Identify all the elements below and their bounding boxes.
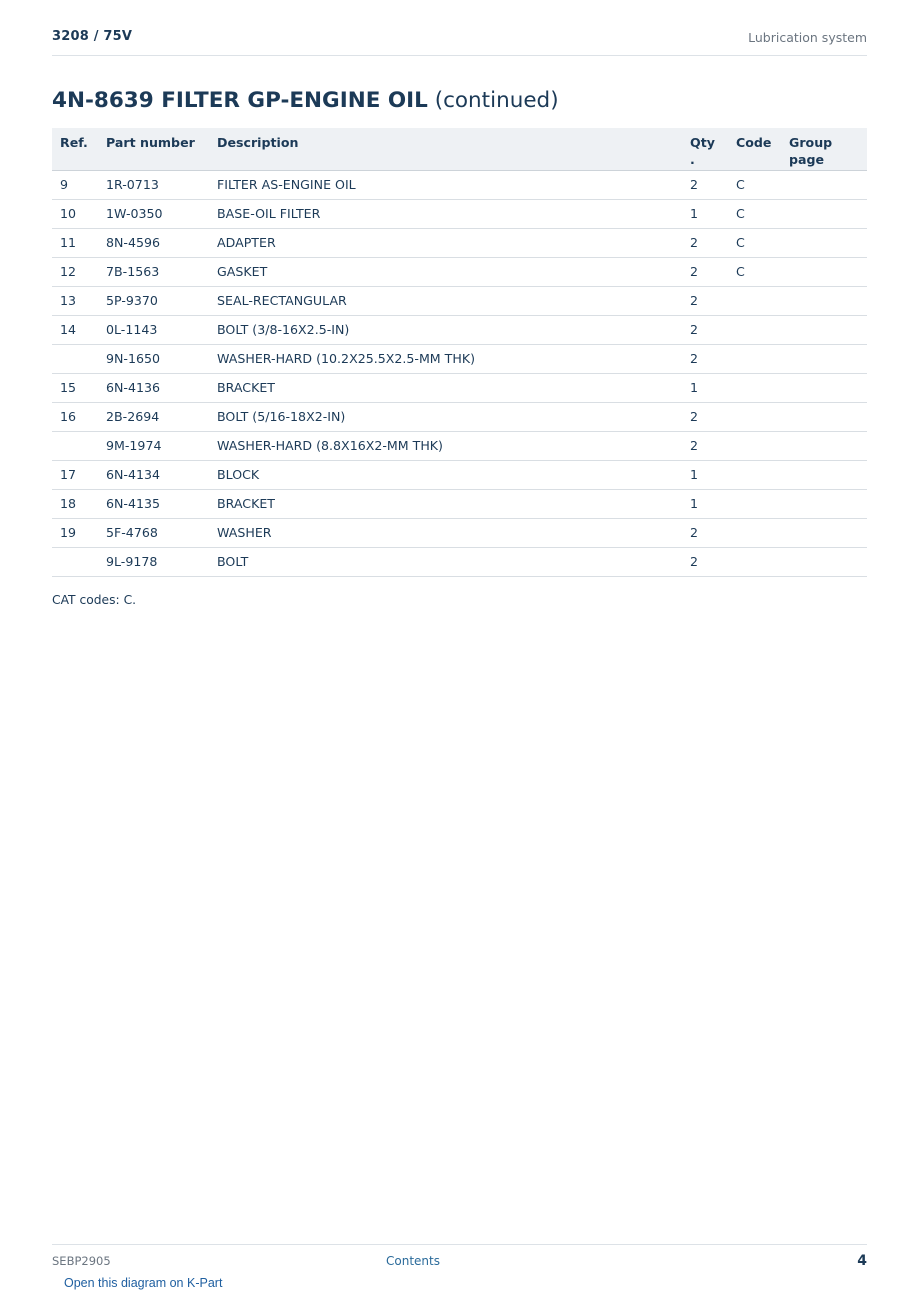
- row-code-cell: [728, 547, 781, 576]
- row-group-page-cell: [781, 228, 867, 257]
- row-description-cell: BLOCK: [209, 460, 682, 489]
- model-label: 3208 / 75V: [52, 29, 133, 44]
- row-description-cell: BRACKET: [209, 373, 682, 402]
- row-description-cell: SEAL-RECTANGULAR: [209, 286, 682, 315]
- row-part-number-cell: 6N-4134: [98, 460, 209, 489]
- row-ref-cell: 13: [52, 286, 98, 315]
- row-part-number-cell: 7B-1563: [98, 257, 209, 286]
- row-part-number-cell: 9N-1650: [98, 344, 209, 373]
- row-qty-cell: 2: [682, 170, 728, 199]
- table-row: [52, 547, 867, 576]
- row-ref-cell: 10: [52, 199, 98, 228]
- row-qty-cell: 1: [682, 199, 728, 228]
- row-qty-cell: 2: [682, 431, 728, 460]
- row-group-page-cell: [781, 170, 867, 199]
- table-header-row: [52, 128, 867, 170]
- table-row: [52, 402, 867, 431]
- row-description-cell: WASHER-HARD (8.8X16X2-MM THK): [209, 431, 682, 460]
- row-code-cell: C: [728, 257, 781, 286]
- row-description-cell: BOLT: [209, 547, 682, 576]
- row-code-cell: [728, 460, 781, 489]
- row-group-page-cell: [781, 431, 867, 460]
- row-part-number-cell: 2B-2694: [98, 402, 209, 431]
- table-row: [52, 315, 867, 344]
- table-row: [52, 170, 867, 199]
- row-group-page-cell: [781, 344, 867, 373]
- row-group-page-cell: [781, 286, 867, 315]
- row-group-page-cell: [781, 199, 867, 228]
- row-group-page-cell: [781, 547, 867, 576]
- table-row: [52, 199, 867, 228]
- row-part-number-cell: 1W-0350: [98, 199, 209, 228]
- contents-link[interactable]: Contents: [386, 1254, 440, 1268]
- row-ref-cell: 19: [52, 518, 98, 547]
- column-header-code: Code: [728, 128, 781, 170]
- table-row: [52, 489, 867, 518]
- parts-table: [52, 128, 867, 577]
- document-id: SEBP2905: [52, 1254, 111, 1268]
- row-description-cell: WASHER-HARD (10.2X25.5X2.5-MM THK): [209, 344, 682, 373]
- row-qty-cell: 2: [682, 228, 728, 257]
- qty-header-line1: Qty: [690, 135, 715, 150]
- row-qty-cell: 1: [682, 373, 728, 402]
- table-row: [52, 518, 867, 547]
- row-qty-cell: 2: [682, 257, 728, 286]
- row-ref-cell: 18: [52, 489, 98, 518]
- row-part-number-cell: 6N-4136: [98, 373, 209, 402]
- table-row: [52, 373, 867, 402]
- group-header-line1: Group: [789, 135, 833, 150]
- row-code-cell: [728, 286, 781, 315]
- column-header-ref: Ref.: [52, 128, 98, 170]
- row-qty-cell: 1: [682, 489, 728, 518]
- row-code-cell: [728, 518, 781, 547]
- row-part-number-cell: 5P-9370: [98, 286, 209, 315]
- table-row: [52, 257, 867, 286]
- column-header-group-page: [781, 128, 867, 170]
- row-qty-cell: 2: [682, 315, 728, 344]
- row-ref-cell: 16: [52, 402, 98, 431]
- row-group-page-cell: [781, 460, 867, 489]
- row-qty-cell: 2: [682, 547, 728, 576]
- group-header-line2: page: [789, 152, 825, 167]
- row-qty-cell: 1: [682, 460, 728, 489]
- row-code-cell: C: [728, 199, 781, 228]
- row-part-number-cell: 9L-9178: [98, 547, 209, 576]
- column-header-part-number: Part number: [98, 128, 209, 170]
- row-group-page-cell: [781, 315, 867, 344]
- row-description-cell: FILTER AS-ENGINE OIL: [209, 170, 682, 199]
- column-header-description: Description: [209, 128, 682, 170]
- row-group-page-cell: [781, 257, 867, 286]
- row-description-cell: ADAPTER: [209, 228, 682, 257]
- row-ref-cell: 17: [52, 460, 98, 489]
- row-group-page-cell: [781, 518, 867, 547]
- group-title: 4N-8639 FILTER GP-ENGINE OIL: [52, 88, 428, 113]
- row-ref-cell: 9: [52, 170, 98, 199]
- row-ref-cell: [52, 344, 98, 373]
- row-group-page-cell: [781, 402, 867, 431]
- row-code-cell: [728, 402, 781, 431]
- row-qty-cell: 2: [682, 286, 728, 315]
- cat-codes-note: CAT codes: C.: [52, 593, 137, 607]
- row-code-cell: [728, 373, 781, 402]
- row-qty-cell: 2: [682, 344, 728, 373]
- row-description-cell: BOLT (5/16-18X2-IN): [209, 402, 682, 431]
- row-ref-cell: 11: [52, 228, 98, 257]
- row-part-number-cell: 9M-1974: [98, 431, 209, 460]
- row-part-number-cell: 8N-4596: [98, 228, 209, 257]
- row-part-number-cell: 5F-4768: [98, 518, 209, 547]
- qty-header-line2: .: [690, 152, 695, 167]
- row-code-cell: [728, 431, 781, 460]
- table-row: [52, 228, 867, 257]
- page-footer: [52, 1244, 867, 1275]
- section-label: Lubrication system: [748, 30, 867, 45]
- row-group-page-cell: [781, 489, 867, 518]
- row-part-number-cell: 0L-1143: [98, 315, 209, 344]
- row-ref-cell: 12: [52, 257, 98, 286]
- row-code-cell: [728, 315, 781, 344]
- row-qty-cell: 2: [682, 518, 728, 547]
- row-ref-cell: 15: [52, 373, 98, 402]
- table-row: [52, 344, 867, 373]
- row-part-number-cell: 1R-0713: [98, 170, 209, 199]
- table-row: [52, 460, 867, 489]
- row-ref-cell: [52, 431, 98, 460]
- row-code-cell: C: [728, 170, 781, 199]
- table-row: [52, 431, 867, 460]
- row-description-cell: WASHER: [209, 518, 682, 547]
- column-header-qty: [682, 128, 728, 170]
- open-kpart-link[interactable]: Open this diagram on K-Part: [64, 1276, 223, 1290]
- page-header: [52, 26, 867, 56]
- row-ref-cell: [52, 547, 98, 576]
- row-code-cell: [728, 344, 781, 373]
- row-code-cell: C: [728, 228, 781, 257]
- page-title: [52, 88, 559, 113]
- title-suffix: (continued): [434, 88, 559, 113]
- row-description-cell: GASKET: [209, 257, 682, 286]
- table-row: [52, 286, 867, 315]
- row-description-cell: BRACKET: [209, 489, 682, 518]
- row-qty-cell: 2: [682, 402, 728, 431]
- row-ref-cell: 14: [52, 315, 98, 344]
- row-description-cell: BASE-OIL FILTER: [209, 199, 682, 228]
- row-code-cell: [728, 489, 781, 518]
- row-part-number-cell: 6N-4135: [98, 489, 209, 518]
- row-description-cell: BOLT (3/8-16X2.5-IN): [209, 315, 682, 344]
- parts-table-body: [52, 170, 867, 576]
- page-number: 4: [857, 1253, 867, 1269]
- row-group-page-cell: [781, 373, 867, 402]
